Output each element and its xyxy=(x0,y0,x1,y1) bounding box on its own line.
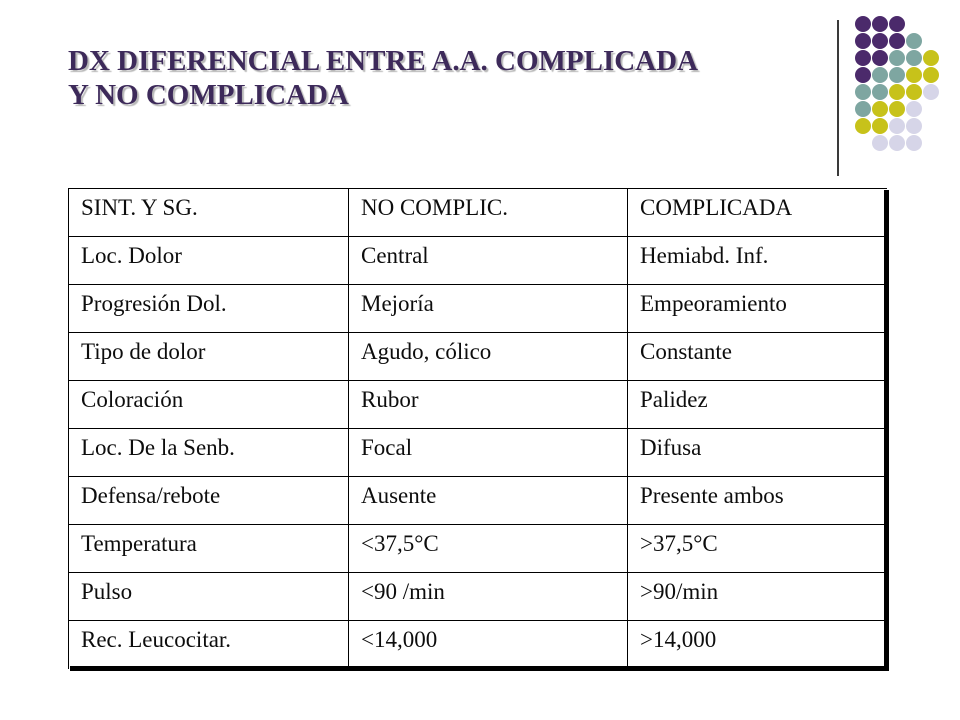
table-cell: Difusa xyxy=(628,429,887,477)
table-cell: Defensa/rebote xyxy=(69,477,349,525)
dot-purple xyxy=(889,33,905,49)
dot-olive xyxy=(923,67,939,83)
table-cell: >90/min xyxy=(628,573,887,621)
dot-lavender xyxy=(872,135,888,151)
differential-diagnosis-table xyxy=(68,188,887,669)
table-cell: Hemiabd. Inf. xyxy=(628,237,887,285)
decorative-vertical-line xyxy=(837,20,839,176)
table-cell: <90 /min xyxy=(349,573,628,621)
dot-olive xyxy=(889,84,905,100)
slide-title xyxy=(68,44,828,112)
dot-purple xyxy=(855,50,871,66)
slide-title-line1: DX DIFERENCIAL ENTRE A.A. COMPLICADA xyxy=(68,45,698,77)
dot-olive xyxy=(872,118,888,134)
dot-lavender xyxy=(889,118,905,134)
table-cell: Ausente xyxy=(349,477,628,525)
dot-teal xyxy=(889,67,905,83)
dot-olive xyxy=(923,50,939,66)
dot-olive xyxy=(889,101,905,117)
table-cell: Focal xyxy=(349,429,628,477)
dot-olive xyxy=(906,67,922,83)
table-cell: Loc. Dolor xyxy=(69,237,349,285)
header-cell: NO COMPLIC. xyxy=(349,189,628,237)
dot-purple xyxy=(872,33,888,49)
table-cell: >14,000 xyxy=(628,621,887,669)
table-row xyxy=(69,525,887,573)
table-row xyxy=(69,237,887,285)
table-row xyxy=(69,621,887,669)
dot-teal xyxy=(855,84,871,100)
dot-teal xyxy=(889,50,905,66)
table-cell: Agudo, cólico xyxy=(349,333,628,381)
dot-purple xyxy=(872,16,888,32)
table-row xyxy=(69,333,887,381)
table-cell: Tipo de dolor xyxy=(69,333,349,381)
dot-teal xyxy=(906,33,922,49)
dot-purple xyxy=(855,67,871,83)
table-cell: Presente ambos xyxy=(628,477,887,525)
table-cell: Pulso xyxy=(69,573,349,621)
dot-teal xyxy=(906,50,922,66)
dot-purple xyxy=(855,33,871,49)
dot-lavender xyxy=(923,84,939,100)
table-cell: Constante xyxy=(628,333,887,381)
table-cell: <37,5°C xyxy=(349,525,628,573)
table-row xyxy=(69,285,887,333)
dot-purple xyxy=(855,16,871,32)
dot-olive xyxy=(906,84,922,100)
slide-title-line2: Y NO COMPLICADA xyxy=(68,79,349,111)
table-cell: Empeoramiento xyxy=(628,285,887,333)
table-row xyxy=(69,381,887,429)
table-cell: Loc. De la Senb. xyxy=(69,429,349,477)
table-row xyxy=(69,573,887,621)
table-cell: Coloración xyxy=(69,381,349,429)
dot-teal xyxy=(872,84,888,100)
table-cell: Palidez xyxy=(628,381,887,429)
table-cell: >37,5°C xyxy=(628,525,887,573)
dot-lavender xyxy=(906,101,922,117)
table-cell: Progresión Dol. xyxy=(69,285,349,333)
table-row xyxy=(69,429,887,477)
table-row xyxy=(69,477,887,525)
dot-purple xyxy=(872,50,888,66)
dot-teal xyxy=(855,101,871,117)
table-cell: Temperatura xyxy=(69,525,349,573)
header-cell: COMPLICADA xyxy=(628,189,887,237)
dot-purple xyxy=(889,16,905,32)
table-header-row xyxy=(69,189,887,237)
dot-olive xyxy=(855,118,871,134)
dot-teal xyxy=(872,67,888,83)
dot-lavender xyxy=(889,135,905,151)
table-cell: Central xyxy=(349,237,628,285)
header-cell: SINT. Y SG. xyxy=(69,189,349,237)
dot-lavender xyxy=(906,135,922,151)
table-cell: Mejoría xyxy=(349,285,628,333)
table-cell: <14,000 xyxy=(349,621,628,669)
table-cell: Rubor xyxy=(349,381,628,429)
dot-olive xyxy=(872,101,888,117)
dot-lavender xyxy=(906,118,922,134)
table-cell: Rec. Leucocitar. xyxy=(69,621,349,669)
